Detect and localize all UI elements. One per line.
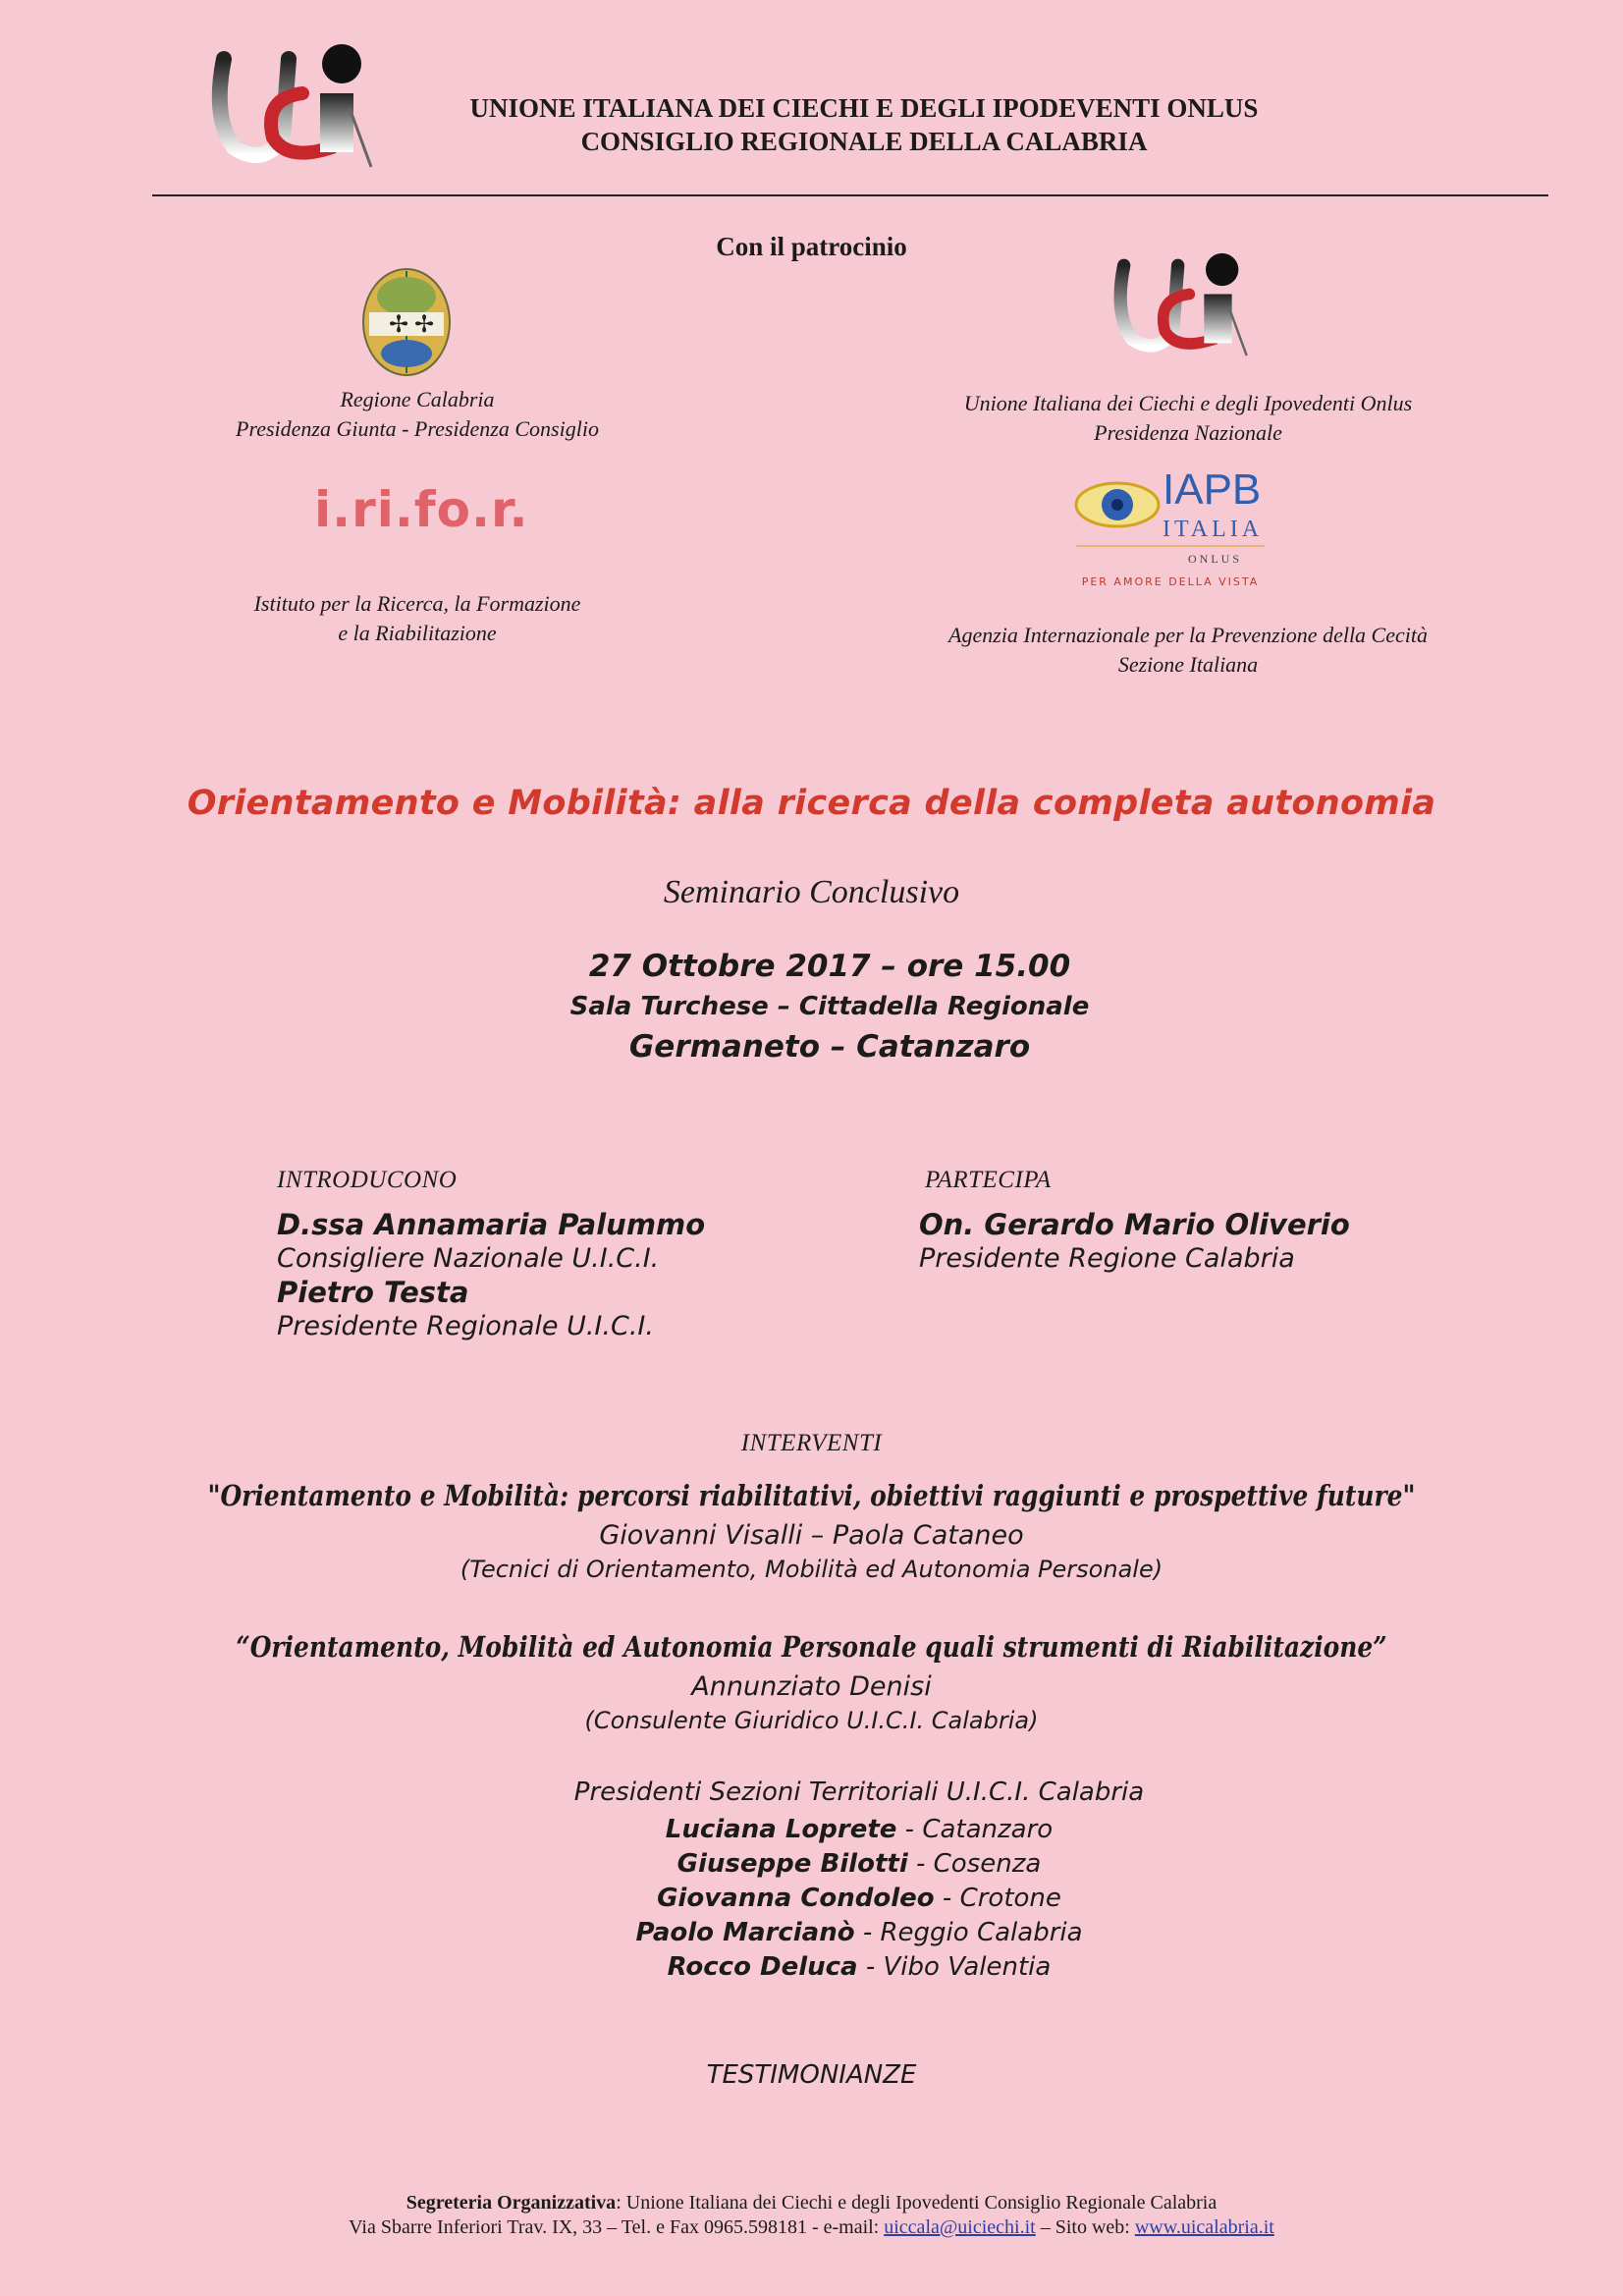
- regione-calabria-caption: [177, 385, 658, 443]
- iapb-caption: [864, 621, 1512, 679]
- council-name: CONSIGLIO REGIONALE DELLA CALABRIA: [580, 126, 1148, 156]
- event-subtitle: Seminario Conclusivo: [663, 874, 960, 910]
- uici-national-name: Unione Italiana dei Ciechi e degli Ipovedenti Onlus: [963, 391, 1413, 415]
- event-title: Orientamento e Mobilità: alla ricerca della completa autonomia: [187, 784, 1436, 823]
- introducono-label: INTRODUCONO: [277, 1167, 458, 1193]
- speaker-name: Pietro Testa: [277, 1276, 469, 1309]
- president-name: Giovanna Condoleo: [657, 1884, 935, 1913]
- footer-website-label: – Sito web:: [1035, 2216, 1135, 2238]
- president-city: Crotone: [959, 1884, 1061, 1913]
- iapb-logo-title: IAPB: [1163, 465, 1262, 514]
- presidents-list: [0, 1813, 1623, 1985]
- footer-address: Via Sbarre Inferiori Trav. IX, 33 – Tel. e Fax 0965.598181 - e-mail:: [349, 2216, 885, 2238]
- president-city: Catanzaro: [922, 1815, 1054, 1844]
- irifor-name: Istituto per la Ricerca, la Formazione: [253, 591, 581, 616]
- iapb-logo: [1072, 465, 1269, 597]
- president-item: [0, 1916, 1623, 1950]
- regione-calabria-name: Regione Calabria: [340, 387, 495, 411]
- partecipa-block: [919, 1167, 1430, 1274]
- speaker-role: Consigliere Nazionale U.I.C.I.: [277, 1243, 660, 1274]
- iapb-name: Agenzia Internazionale per la Prevenzione della Cecità: [948, 623, 1428, 647]
- iapb-logo-onlus: ONLUS: [1188, 552, 1243, 566]
- uici-national-logo: [1108, 247, 1255, 365]
- president-item: [0, 1950, 1623, 1985]
- event-venue: Sala Turchese – Cittadella Regionale: [569, 992, 1090, 1021]
- talk-1-title: "Orientamento e Mobilità: percorsi riabilitativi, obiettivi raggiunti e prospettive future": [207, 1479, 1416, 1512]
- iapb-logo-country: ITALIA: [1163, 517, 1264, 542]
- svg-text:✢: ✢: [389, 310, 409, 338]
- uici-national-caption: [903, 389, 1473, 447]
- president-separator: -: [857, 1952, 884, 1982]
- footer: [0, 2192, 1623, 2239]
- president-name: Paolo Marcianò: [635, 1918, 855, 1947]
- footer-label: Segreteria Organizzativa: [406, 2192, 617, 2214]
- footer-email-link[interactable]: uiccala@uiciechi.it: [884, 2216, 1036, 2238]
- president-separator: -: [896, 1815, 923, 1844]
- regione-calabria-emblem: [359, 267, 454, 377]
- patronage-heading: Con il patrocinio: [716, 232, 907, 261]
- event-place: Germaneto – Catanzaro: [628, 1029, 1031, 1065]
- uici-logo: [204, 39, 381, 177]
- irifor-caption: [187, 589, 648, 647]
- president-separator: -: [934, 1884, 960, 1913]
- interventi-label: INTERVENTI: [740, 1430, 883, 1456]
- president-name: Rocco Deluca: [667, 1952, 858, 1982]
- president-item: [0, 1847, 1623, 1882]
- footer-website-link[interactable]: www.uicalabria.it: [1134, 2216, 1274, 2238]
- svg-text:✢: ✢: [414, 310, 435, 338]
- president-name: Giuseppe Bilotti: [676, 1849, 908, 1879]
- organization-name: UNIONE ITALIANA DEI CIECHI E DEGLI IPODEVENTI ONLUS: [469, 93, 1259, 123]
- introducono-block: [277, 1167, 827, 1341]
- president-separator: -: [907, 1849, 934, 1879]
- talk-2-title: “Orientamento, Mobilità ed Autonomia Personale quali strumenti di Riabilitazione”: [236, 1630, 1387, 1664]
- partecipa-label: PARTECIPA: [925, 1167, 1052, 1193]
- iapb-section: Sezione Italiana: [1117, 651, 1259, 677]
- footer-line-2: [0, 2216, 1623, 2239]
- uici-national-office: Presidenza Nazionale: [1094, 419, 1282, 445]
- regione-calabria-office: Presidenza Giunta - Presidenza Consiglio: [236, 415, 599, 441]
- uici-logo-graphic: [1108, 247, 1255, 365]
- president-separator: -: [854, 1918, 881, 1947]
- irifor-name-cont: e la Riabilitazione: [338, 620, 497, 645]
- testimonianze-heading: TESTIMONIANZE: [706, 2060, 917, 2090]
- guest-name: On. Gerardo Mario Oliverio: [919, 1208, 1350, 1241]
- uici-logo-graphic: [204, 39, 381, 177]
- president-item: [0, 1882, 1623, 1916]
- footer-org: : Unione Italiana dei Ciechi e degli Ipovedenti Consiglio Regionale Calabria: [616, 2192, 1217, 2214]
- president-city: Cosenza: [933, 1849, 1042, 1879]
- irifor-logo: i.ri.fo.r.: [314, 481, 529, 538]
- presidents-heading: Presidenti Sezioni Territoriali U.I.C.I. Calabria: [573, 1777, 1145, 1807]
- guest-role: Presidente Regione Calabria: [919, 1243, 1295, 1274]
- speaker-name: D.ssa Annamaria Palummo: [277, 1208, 706, 1241]
- president-item: [0, 1813, 1623, 1847]
- president-city: Reggio Calabria: [880, 1918, 1083, 1947]
- coat-of-arms-icon: [359, 267, 454, 377]
- president-city: Vibo Valentia: [883, 1952, 1052, 1982]
- event-date: 27 Ottobre 2017 – ore 15.00: [588, 949, 1071, 984]
- talk-2-speaker: Annunziato Denisi: [691, 1671, 932, 1702]
- president-name: Luciana Loprete: [665, 1815, 897, 1844]
- iapb-logo-tagline: PER AMORE DELLA VISTA: [1081, 575, 1260, 588]
- talk-2-note: (Consulente Giuridico U.I.C.I. Calabria): [584, 1707, 1039, 1734]
- talk-1-note: (Tecnici di Orientamento, Mobilità ed Autonomia Personale): [460, 1556, 1163, 1583]
- speaker-role: Presidente Regionale U.I.C.I.: [277, 1311, 654, 1341]
- talk-1-speakers: Giovanni Visalli – Paola Cataneo: [599, 1520, 1024, 1551]
- header-divider: [152, 194, 1548, 196]
- footer-line-1: [0, 2192, 1623, 2214]
- organization-title: [373, 92, 1355, 159]
